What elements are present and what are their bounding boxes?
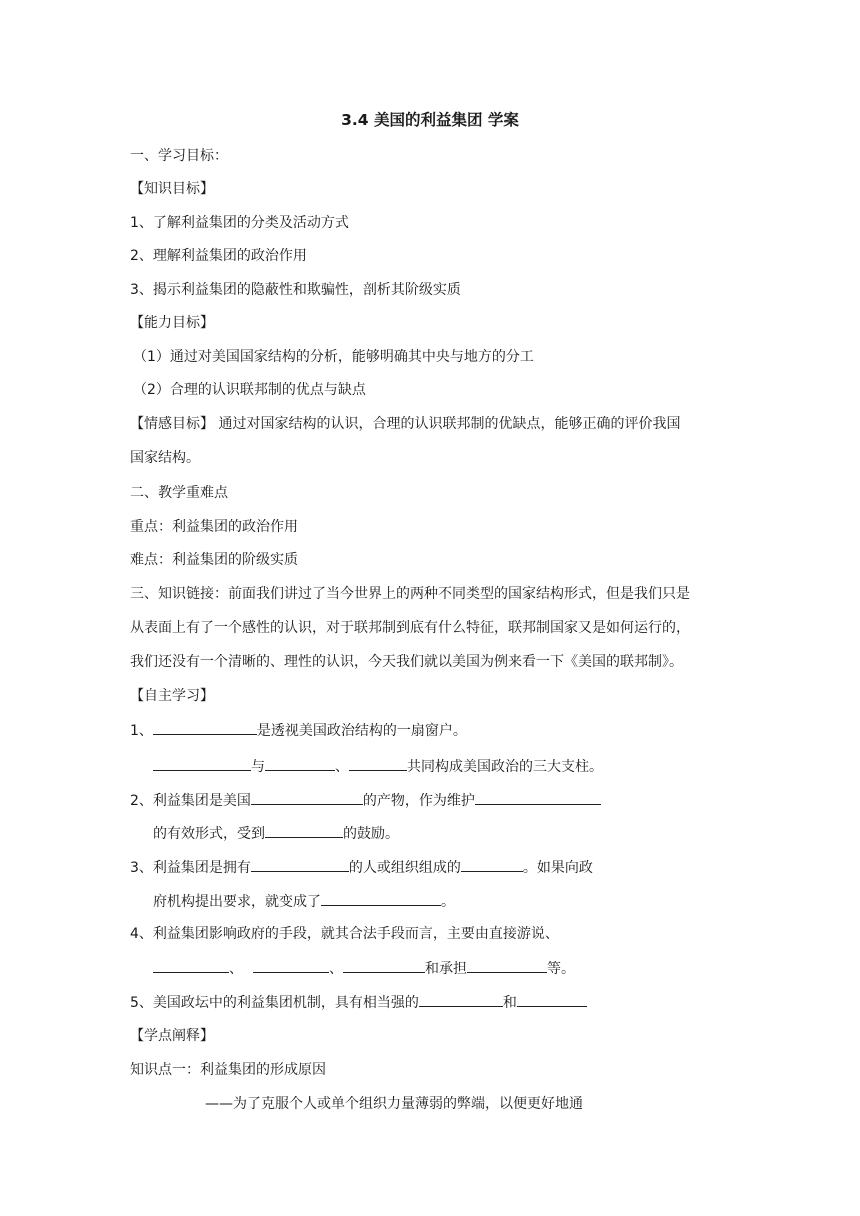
question-1-number: 1、	[130, 723, 153, 739]
fill-blank[interactable]	[251, 857, 349, 872]
question-1-text: 是透视美国政治结构的一扇窗户。	[256, 723, 467, 739]
question-1-line-1	[130, 720, 467, 741]
fill-blank[interactable]	[349, 756, 407, 771]
fill-blank[interactable]	[419, 992, 503, 1007]
explanation-heading: 【学点阐释】	[130, 1028, 214, 1044]
question-text: 的有效形式，受到	[153, 826, 265, 842]
question-4-line-1: 4、利益集团影响政府的手段，就其合法手段而言，主要由直接游说、	[130, 926, 559, 942]
emotion-objective-line-1: 【情感目标】 通过对国家结构的认识，合理的认识联邦制的优缺点，能够正确的评价我国	[130, 416, 681, 432]
question-text: 。如果向政	[522, 860, 593, 876]
question-2-line-1	[130, 790, 601, 811]
question-text: 5、美国政坛中的利益集团机制，具有相当强的	[130, 995, 419, 1011]
fill-blank[interactable]	[153, 720, 257, 735]
question-text: 、	[335, 759, 349, 775]
question-1-line-2	[153, 756, 603, 777]
knowledge-point-1: 知识点一：利益集团的形成原因	[130, 1062, 326, 1078]
fill-blank[interactable]	[251, 790, 363, 805]
knowledge-item-1: 1、了解利益集团的分类及活动方式	[130, 215, 349, 231]
question-text: 的人或组织组成的	[348, 860, 461, 876]
knowledge-link-line-2: 从表面上有了一个感性的认识，对于联邦制到底有什么特征，联邦制国家又是如何运行的，	[130, 620, 690, 636]
knowledge-point-1-text: ——为了克服个人或单个组织力量薄弱的弊端，以便更好地通	[205, 1096, 583, 1112]
question-text: 的产物，作为维护	[362, 793, 475, 809]
question-3-line-2	[153, 891, 455, 912]
fill-blank[interactable]	[265, 756, 335, 771]
knowledge-link-line-1: 三、知识链接：前面我们讲过了当今世界上的两种不同类型的国家结构形式，但是我们只是	[130, 586, 690, 602]
question-text: 3、利益集团是拥有	[130, 860, 251, 876]
fill-blank[interactable]	[153, 958, 229, 973]
ability-item-2: （2）合理的认识联邦制的优点与缺点	[133, 382, 366, 398]
section-heading-objectives: 一、学习目标：	[130, 148, 228, 164]
fill-blank[interactable]	[517, 992, 587, 1007]
emotion-objective-line-2: 国家结构。	[130, 450, 200, 466]
question-text: 。	[441, 894, 455, 910]
fill-blank[interactable]	[343, 958, 425, 973]
question-text: 和	[502, 995, 517, 1011]
fill-blank[interactable]	[461, 857, 523, 872]
question-text: 共同构成美国政治的三大支柱。	[407, 759, 603, 775]
question-text: 、	[329, 961, 343, 977]
ability-item-1: （1）通过对美国国家结构的分析，能够明确其中央与地方的分工	[133, 349, 534, 365]
fill-blank[interactable]	[475, 790, 601, 805]
section-heading-key-points: 二、教学重难点	[130, 485, 228, 501]
question-text: 等。	[547, 961, 575, 977]
document-title: 3.4 美国的利益集团 学案	[341, 111, 519, 129]
question-text: 和承担	[425, 961, 467, 977]
question-5-line-1	[130, 992, 587, 1013]
question-2-line-2	[153, 823, 399, 844]
fill-blank[interactable]	[153, 756, 251, 771]
fill-blank[interactable]	[321, 891, 441, 906]
question-text: 、	[229, 961, 243, 977]
fill-blank[interactable]	[467, 958, 547, 973]
self-study-heading: 【自主学习】	[130, 688, 214, 704]
fill-blank[interactable]	[253, 958, 329, 973]
knowledge-objectives-heading: 【知识目标】	[130, 181, 214, 197]
ability-objectives-heading: 【能力目标】	[130, 315, 214, 331]
fill-blank[interactable]	[265, 823, 343, 838]
question-text: 府机构提出要求，就变成了	[153, 894, 321, 910]
question-4-line-2	[153, 958, 575, 979]
knowledge-item-2: 2、理解利益集团的政治作用	[130, 248, 307, 264]
question-3-line-1	[130, 857, 593, 878]
knowledge-item-3: 3、揭示利益集团的隐蔽性和欺骗性，剖析其阶级实质	[130, 282, 461, 298]
knowledge-link-line-3: 我们还没有一个清晰的、理性的认识，今天我们就以美国为例来看一下《美国的联邦制》。	[130, 654, 683, 670]
question-text: 的鼓励。	[343, 826, 399, 842]
question-text: 2、利益集团是美国	[130, 793, 251, 809]
difficult-point: 难点：利益集团的阶级实质	[130, 552, 298, 568]
key-point: 重点：利益集团的政治作用	[130, 519, 298, 535]
question-text: 与	[251, 759, 265, 775]
